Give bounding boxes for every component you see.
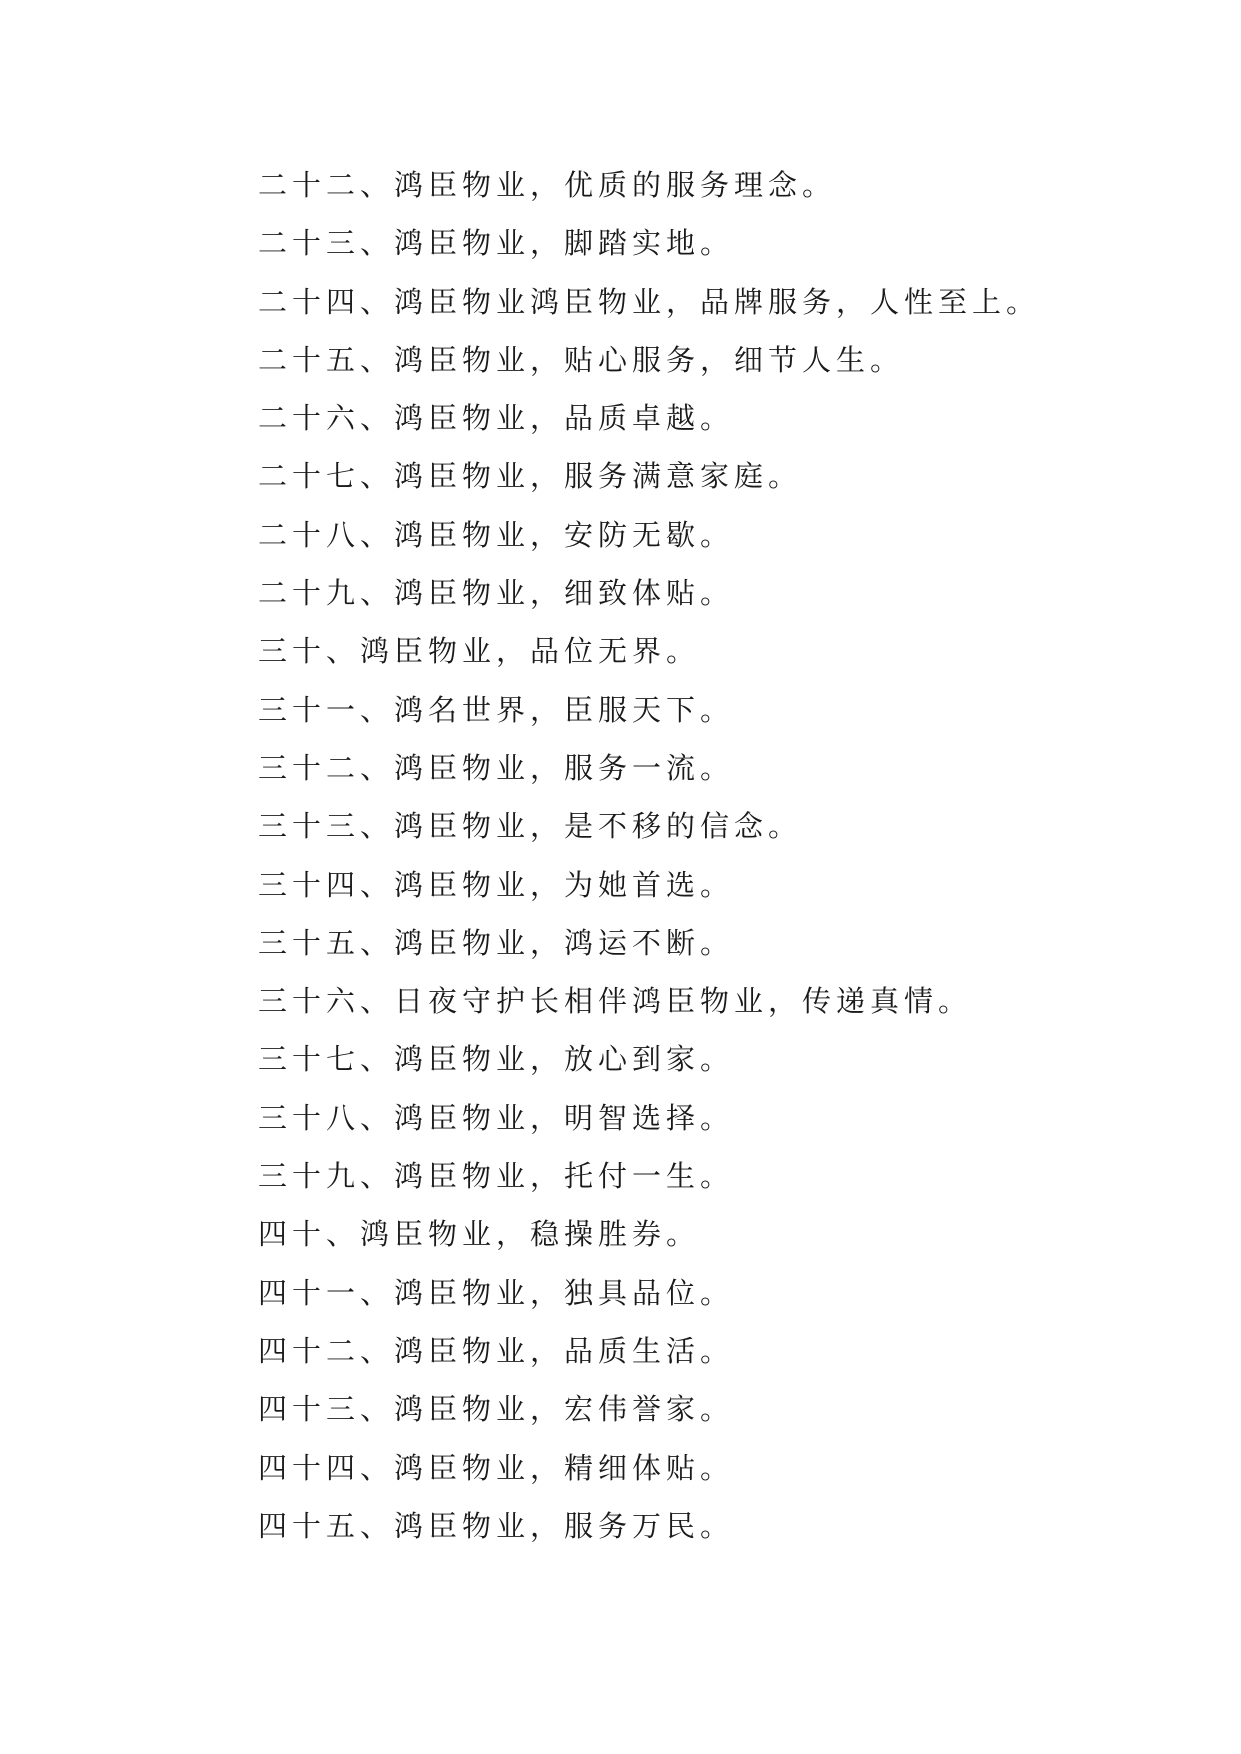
slogan-line: 三十八、鸿臣物业，明智选择。 bbox=[258, 1100, 735, 1135]
slogan-line: 四十五、鸿臣物业，服务万民。 bbox=[258, 1508, 735, 1543]
slogan-line: 三十四、鸿臣物业，为她首选。 bbox=[258, 867, 735, 902]
slogan-line: 二十六、鸿臣物业，品质卓越。 bbox=[258, 401, 735, 436]
slogan-line: 三十、鸿臣物业，品位无界。 bbox=[258, 634, 701, 669]
slogan-line: 二十三、鸿臣物业，脚踏实地。 bbox=[258, 226, 735, 261]
slogan-line: 二十九、鸿臣物业，细致体贴。 bbox=[258, 576, 735, 611]
slogan-line: 二十八、鸿臣物业，安防无歇。 bbox=[258, 517, 735, 552]
slogan-line: 三十一、鸿名世界，臣服天下。 bbox=[258, 692, 735, 727]
slogan-line: 二十七、鸿臣物业，服务满意家庭。 bbox=[258, 459, 803, 494]
slogan-line: 三十九、鸿臣物业，托付一生。 bbox=[258, 1159, 735, 1194]
slogan-line: 三十三、鸿臣物业，是不移的信念。 bbox=[258, 809, 803, 844]
slogan-list bbox=[258, 156, 1040, 1555]
slogan-line: 四十四、鸿臣物业，精细体贴。 bbox=[258, 1450, 735, 1485]
slogan-line: 四十二、鸿臣物业，品质生活。 bbox=[258, 1333, 735, 1368]
slogan-line: 四十、鸿臣物业，稳操胜券。 bbox=[258, 1217, 701, 1252]
slogan-line: 四十一、鸿臣物业，独具品位。 bbox=[258, 1275, 735, 1310]
slogan-line: 三十七、鸿臣物业，放心到家。 bbox=[258, 1042, 735, 1077]
slogan-line: 二十四、鸿臣物业鸿臣物业，品牌服务，人性至上。 bbox=[258, 284, 1041, 319]
slogan-line: 三十二、鸿臣物业，服务一流。 bbox=[258, 750, 735, 785]
slogan-line: 二十五、鸿臣物业，贴心服务，细节人生。 bbox=[258, 342, 905, 377]
slogan-line: 二十二、鸿臣物业，优质的服务理念。 bbox=[258, 168, 837, 202]
slogan-line: 三十六、日夜守护长相伴鸿臣物业，传递真情。 bbox=[258, 984, 973, 1019]
slogan-line: 四十三、鸿臣物业，宏伟誉家。 bbox=[258, 1392, 735, 1427]
slogan-line: 三十五、鸿臣物业，鸿运不断。 bbox=[258, 925, 735, 960]
